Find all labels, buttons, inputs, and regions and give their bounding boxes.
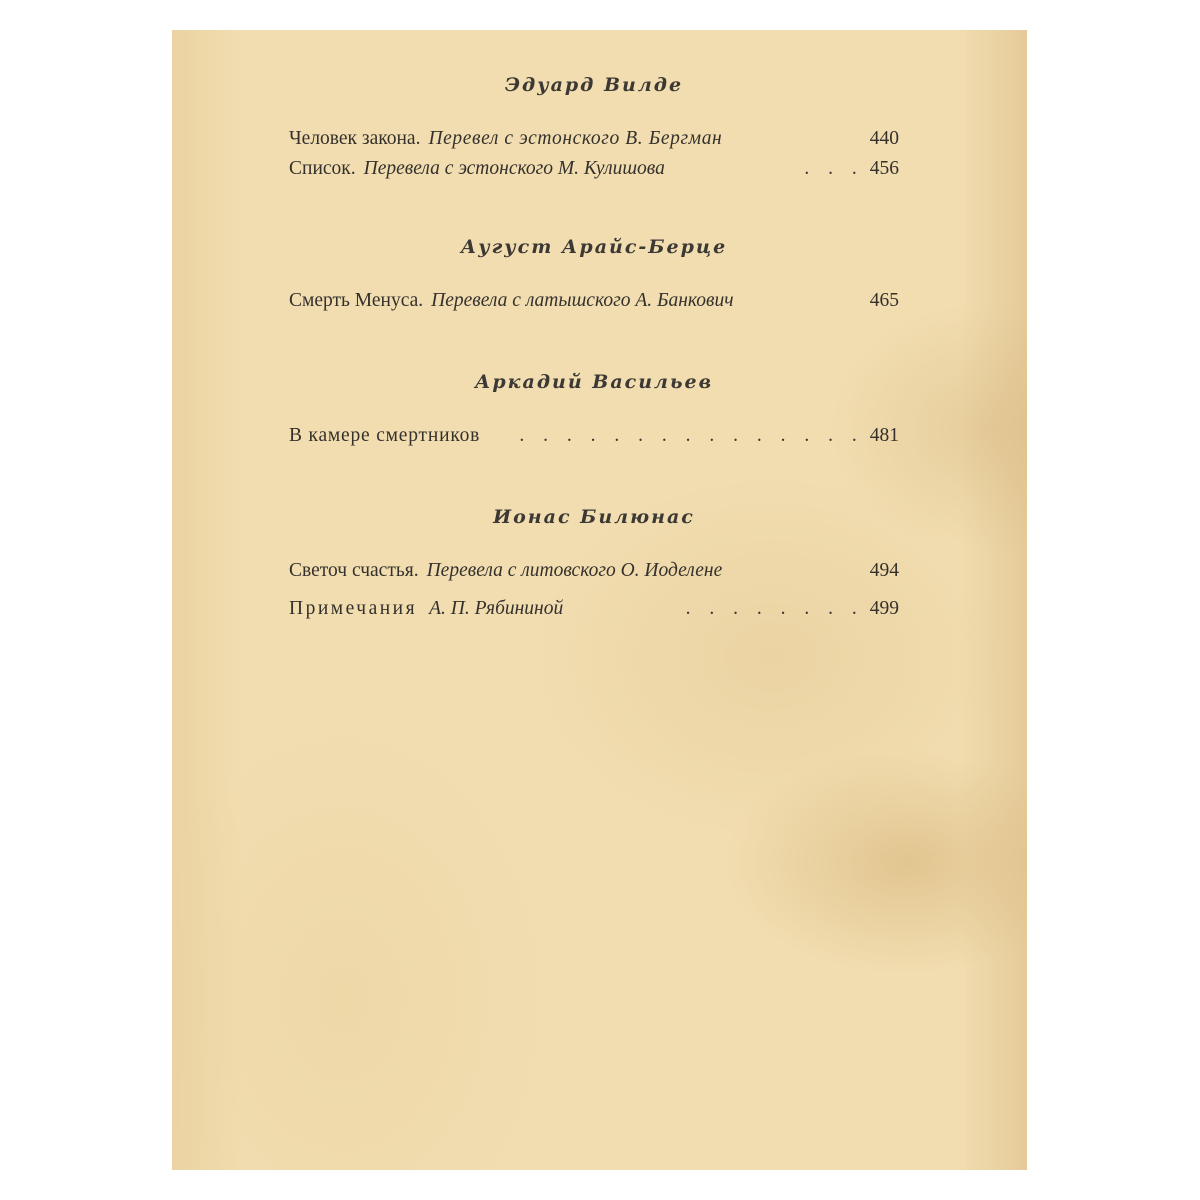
translator-credit: Перевела с литовского О. Иоделене bbox=[426, 560, 723, 581]
translator-credit: Перевела с эстонского М. Кулишова bbox=[363, 158, 665, 179]
author-heading: Аркадий Васильев bbox=[474, 371, 714, 393]
author-heading: Эдуард Вилде bbox=[504, 74, 684, 96]
author-heading: Ионас Билюнас bbox=[493, 506, 695, 528]
translator-credit: Перевела с латышского А. Банкович bbox=[431, 290, 734, 311]
work-title: Примечания bbox=[289, 598, 418, 619]
toc-entry bbox=[289, 154, 899, 184]
page-number: 494 bbox=[869, 560, 899, 581]
toc-entry bbox=[289, 286, 899, 316]
dot-leader: . . . bbox=[804, 158, 864, 179]
page-number: 481 bbox=[869, 425, 899, 446]
dot-leader: . . . . . . . . . . . . . . . bbox=[519, 425, 864, 446]
work-title: Светоч счастья. bbox=[289, 560, 419, 581]
dot-leader: . . . . . . . . bbox=[685, 598, 864, 619]
page-number: 465 bbox=[869, 290, 899, 311]
toc-section bbox=[289, 232, 899, 316]
toc-section bbox=[289, 367, 899, 451]
page-number: 456 bbox=[869, 158, 899, 179]
page-number: 440 bbox=[869, 128, 899, 149]
toc-section bbox=[289, 70, 899, 184]
work-title: Смерть Менуса. bbox=[289, 290, 424, 311]
work-title: Список. bbox=[289, 158, 356, 179]
translator-credit: А. П. Рябининой bbox=[429, 598, 564, 619]
work-title: Человек закона. bbox=[289, 128, 421, 149]
toc-section bbox=[289, 502, 899, 624]
book-page bbox=[172, 30, 1027, 1170]
page-number: 499 bbox=[869, 598, 899, 619]
toc-entry bbox=[289, 421, 899, 451]
toc-entry bbox=[289, 124, 899, 154]
work-title: В камере смертников bbox=[289, 425, 481, 446]
author-heading: Аугуст Арайс-Берце bbox=[460, 236, 728, 258]
toc-entry bbox=[289, 556, 899, 586]
translator-credit: Перевел с эстонского В. Бергман bbox=[428, 128, 723, 149]
toc-entry bbox=[289, 594, 899, 624]
